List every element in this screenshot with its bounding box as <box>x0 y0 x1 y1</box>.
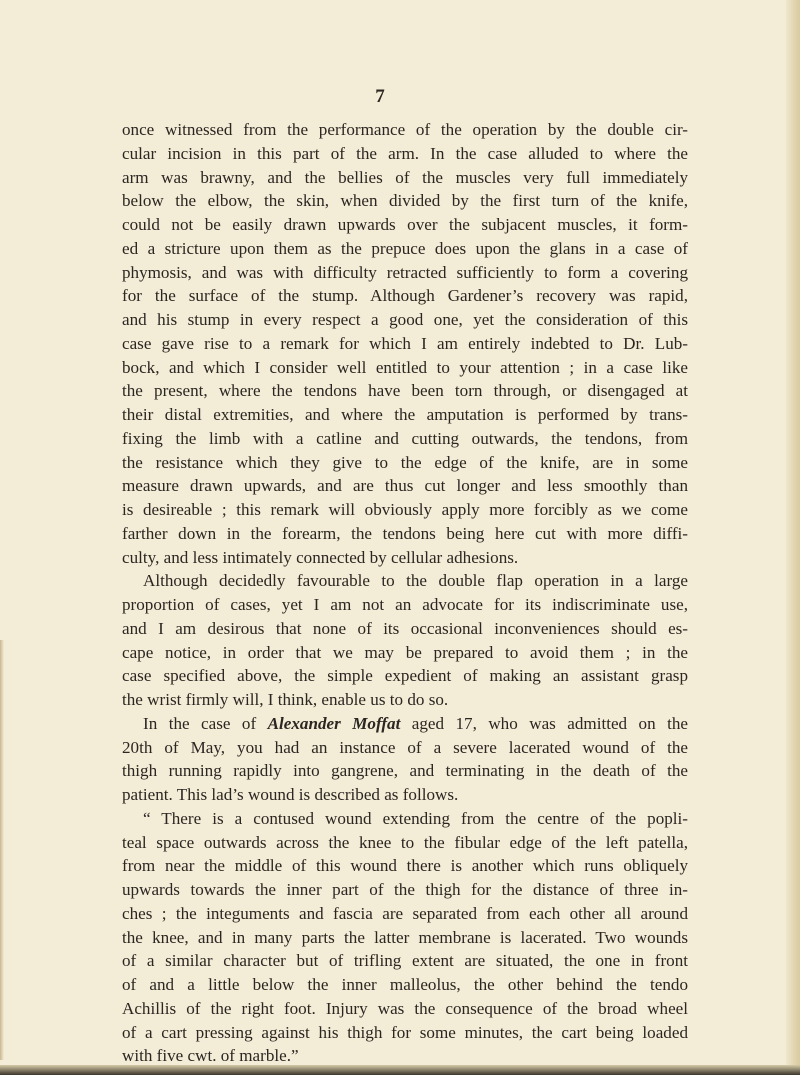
paragraph <box>122 569 688 712</box>
patient-name: Alexander Moffat <box>267 713 401 733</box>
page-shadow-left <box>0 640 4 1060</box>
text-line: from near the middle of this wound there is another which runs obliquely <box>122 856 688 876</box>
text-line: of a cart pressing against his thigh for some minutes, the cart being loaded <box>122 1022 688 1042</box>
text-line: Although decidedly favourable to the double flap operation in a large <box>143 571 688 591</box>
text-line: upwards towards the inner part of the thigh for the distance of three in- <box>122 880 688 899</box>
text-line: teal space outwards across the knee to the fibular edge of the left patella, <box>122 832 688 852</box>
text-line: culty, and less intimately connected by cellular adhesions. <box>122 547 519 567</box>
text-line: for the surface of the stump. Although Gardener’s recovery was rapid, <box>122 286 688 306</box>
text-line: fixing the limb with a catline and cutting outwards, the tendons, from <box>122 428 688 448</box>
text-line: thigh running rapidly into gangrene, and terminating in the death of the <box>122 761 688 781</box>
text-line <box>122 712 688 736</box>
text-line: ed a stricture upon them as the prepuce does upon the glans in a case of <box>122 238 688 258</box>
paragraph <box>122 712 688 807</box>
text-line: cular incision in this part of the arm. In the case alluded to where the <box>122 143 688 163</box>
text-line: of a similar character but of trifling extent are situated, the one in front <box>122 951 688 971</box>
text-line: once witnessed from the performance of the operation by the double cir- <box>122 120 688 139</box>
text-line: below the elbow, the skin, when divided by the first turn of the knife, <box>122 191 688 211</box>
text-line: their distal extremities, and where the amputation is performed by trans- <box>122 405 688 424</box>
text-line: bock, and which I consider well entitled to your attention ; in a case like <box>122 357 688 377</box>
text-line: case gave rise to a remark for which I am entirely indebted to Dr. Lub- <box>122 333 688 353</box>
text-segment: In the case of <box>143 713 268 733</box>
text-line: arm was brawny, and the bellies of the muscles very full immediately <box>122 167 688 187</box>
text-line: of and a little below the inner malleolus, the other behind the tendo <box>122 975 688 994</box>
paragraph <box>122 807 688 1068</box>
text-line: is desireable ; this remark will obviously apply more forcibly as we come <box>122 500 688 519</box>
text-line: and his stump in every respect a good one, yet the consideration of this <box>122 310 688 329</box>
text-line: farther down in the forearm, the tendons being here cut with more diffi- <box>122 523 688 543</box>
text-line: the resistance which they give to the edge of the knife, are in some <box>122 452 688 472</box>
page-number: 7 <box>375 86 385 107</box>
text-line: could not be easily drawn upwards over the subjacent muscles, it form- <box>122 215 688 234</box>
text-line: the wrist firmly will, I think, enable us to do so. <box>122 690 449 709</box>
text-line: proportion of cases, yet I am not an advocate for its indiscriminate use, <box>122 595 688 614</box>
text-line: the knee, and in many parts the latter membrane is lacerated. Two wounds <box>122 927 688 947</box>
text-segment: aged 17, who was admitted on the <box>400 713 688 733</box>
text-line: and I am desirous that none of its occasional inconveniences should es- <box>122 618 688 638</box>
text-line: phymosis, and was with difficulty retracted sufficiently to form a covering <box>122 262 688 282</box>
text-line: case specified above, the simple expedient of making an assistant grasp <box>122 666 688 686</box>
text-line: the present, where the tendons have been torn through, or disengaged at <box>122 381 688 401</box>
text-line: ches ; the integuments and fascia are separated from each other all around <box>122 903 688 923</box>
text-line: patient. This lad’s wound is described as follows. <box>122 785 459 804</box>
text-line: with five cwt. of marble.” <box>122 1046 299 1066</box>
page-edge-right <box>786 0 800 1075</box>
text-line: measure drawn upwards, and are thus cut longer and less smoothly than <box>122 476 688 496</box>
paragraph <box>122 118 688 569</box>
text-line: Achillis of the right foot. Injury was the consequence of the broad wheel <box>122 998 688 1018</box>
text-line: 20th of May, you had an instance of a severe lacerated wound of the <box>122 737 688 757</box>
text-line: “ There is a contused wound extending from the centre of the popli- <box>143 808 688 828</box>
body-text <box>122 118 688 1068</box>
text-line: cape notice, in order that we may be prepared to avoid them ; in the <box>122 642 688 662</box>
